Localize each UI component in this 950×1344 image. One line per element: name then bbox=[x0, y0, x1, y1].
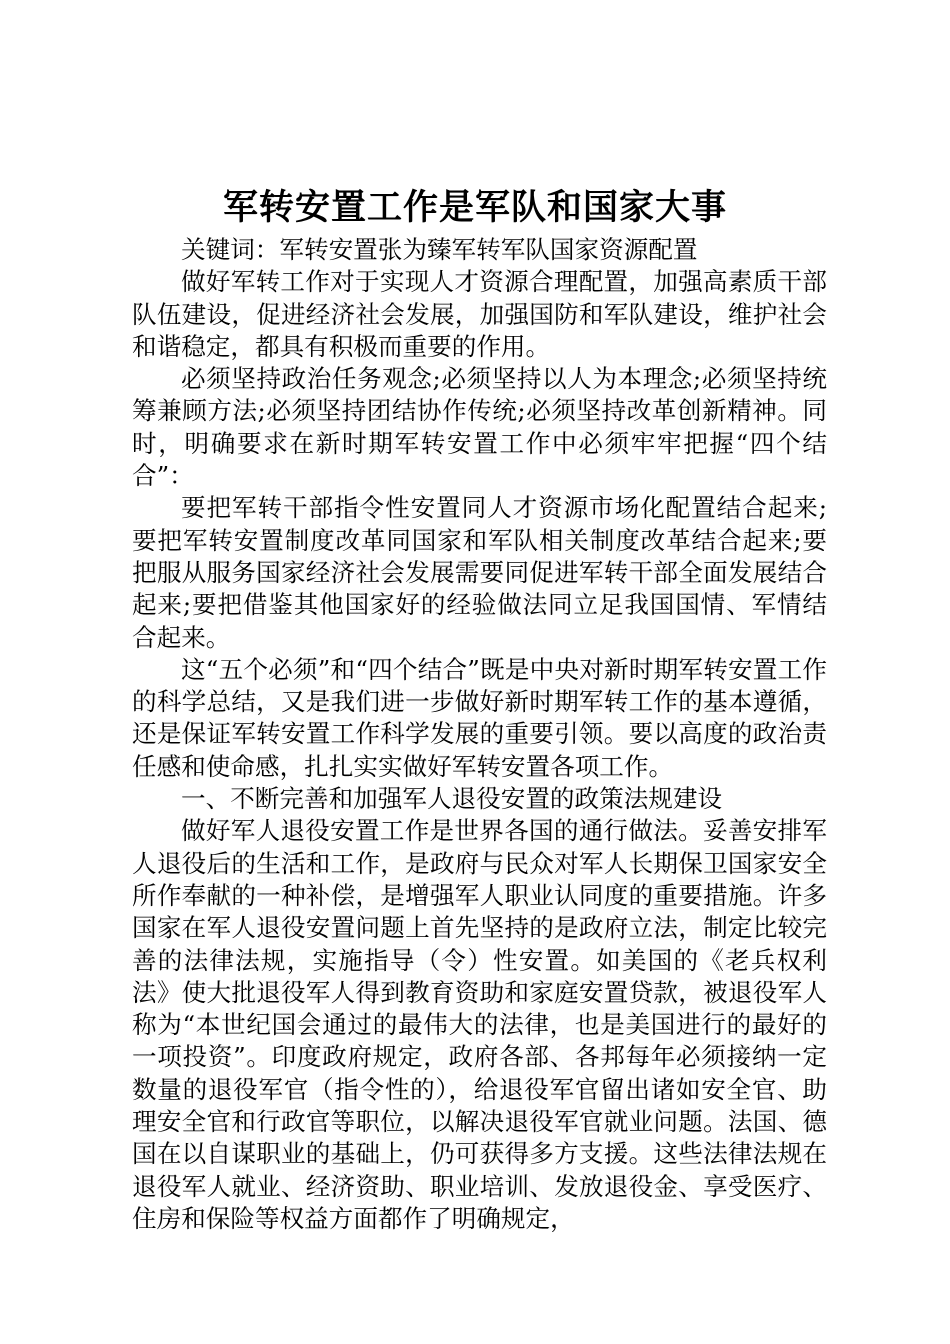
paragraph-2: 必须坚持政治任务观念;必须坚持以人为本理念;必须坚持统筹兼顾方法;必须坚持团结协作传统;必须坚持改革创新精神。同时，明确要求在新时期军转安置工作中必须牢牢把握“四个结合”： bbox=[132, 364, 827, 491]
document-body bbox=[132, 234, 827, 1235]
paragraph-3: 要把军转干部指令性安置同人才资源市场化配置结合起来;要把军转安置制度改革同国家和军队相关制度改革结合起来;要把服从服务国家经济社会发展需要同促进军转干部全面发展结合起来;要把借鉴其他国家好的经验做法同立足我国国情、军情结合起来。 bbox=[132, 493, 827, 652]
section-heading: 一、不断完善和加强军人退役安置的政策法规建设 bbox=[181, 784, 723, 814]
document-title: 军转安置工作是军队和国家大事 bbox=[222, 187, 727, 228]
paragraph-4: 这“五个必须”和“四个结合”既是中央对新时期军转安置工作的科学总结，又是我们进一步做好新时期军转工作的基本遵循，还是保证军转安置工作科学发展的重要引领。要以高度的政治责任感和使命感，扎扎实实做好军转安置各项工作。 bbox=[132, 654, 827, 781]
keywords-line: 关键词：军转安置张为臻军转军队国家资源配置 bbox=[181, 235, 698, 264]
section-paragraph: 做好军人退役安置工作是世界各国的通行做法。妥善安排军人退役后的生活和工作，是政府与民众对军人长期保卫国家安全所作奉献的一种补偿，是增强军人职业认同度的重要措施。许多国家在军人退役安置问题上首先坚持的是政府立法，制定比较完善的法律法规，实施指导（令）性安置。如美国的《老兵权利法》使大批退役军人得到教育资助和家庭安置贷款，被退役军人称为“本世纪国会通过的最伟大的法律，也是美国进行的最好的一项投资”。印度政府规定，政府各部、各邦每年必须接纳一定数量的退役军官（指令性的），给退役军官留出诸如安全官、助理安全官和行政官等职位，以解决退役军官就业问题。法国、德国在以自谋职业的基础上，仍可获得多方支援。这些法律法规在退役军人就业、经济资助、职业培训、发放退役金、享受医疗、住房和保险等权益方面都作了明确规定， bbox=[132, 816, 827, 1233]
paragraph-1: 做好军转工作对于实现人才资源合理配置，加强高素质干部队伍建设，促进经济社会发展，加强国防和军队建设，维护社会和谐稳定，都具有积极而重要的作用。 bbox=[132, 267, 827, 361]
